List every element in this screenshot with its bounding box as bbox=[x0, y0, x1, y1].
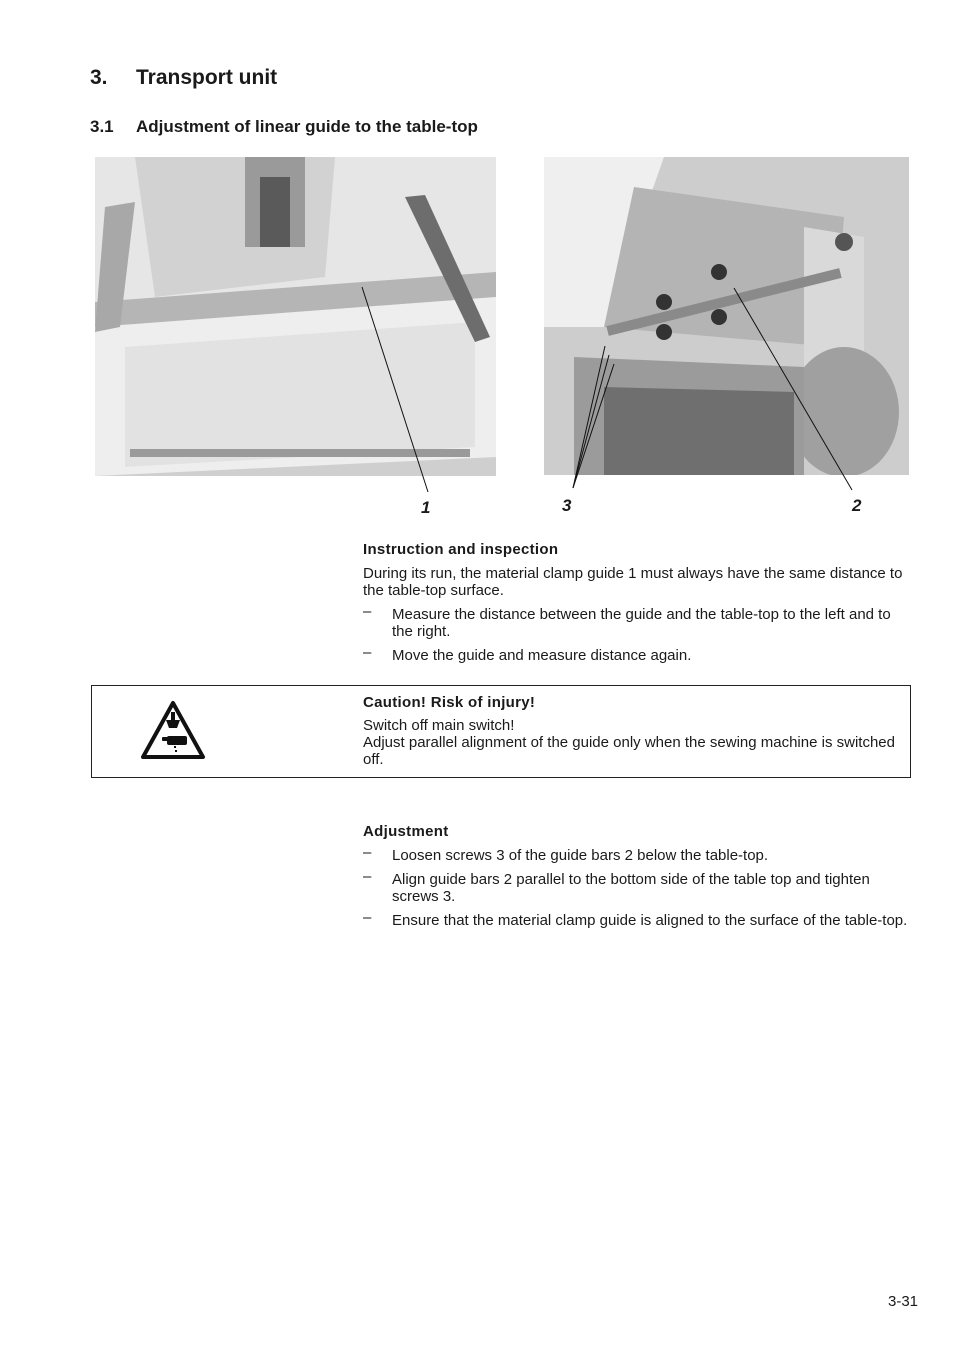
inspection-title: Instruction and inspection bbox=[363, 541, 559, 558]
caution-line-2: Adjust parallel alignment of the guide only when the sewing machine is switched off. bbox=[363, 734, 895, 768]
inspection-section bbox=[363, 541, 913, 664]
section-number: 3.1 bbox=[90, 117, 114, 136]
inspection-bullet-1: Measure the distance between the guide and the table-top to the left and to the right. bbox=[392, 606, 891, 640]
list-item bbox=[363, 644, 913, 664]
callout-3: 3 bbox=[562, 496, 572, 515]
caution-line-1: Switch off main switch! bbox=[363, 717, 515, 734]
list-item bbox=[363, 909, 913, 929]
caution-title: Caution! Risk of injury! bbox=[363, 694, 536, 711]
inspection-bullet-2: Move the guide and measure distance again. bbox=[392, 647, 692, 664]
adjustment-title: Adjustment bbox=[363, 823, 449, 840]
bullet-dash: – bbox=[363, 844, 372, 861]
list-item bbox=[363, 868, 913, 905]
adjustment-bullet-2: Align guide bars 2 parallel to the bottom side of the table top and tighten screws 3. bbox=[392, 871, 870, 905]
adjustment-bullet-3: Ensure that the material clamp guide is aligned to the surface of the table-top. bbox=[392, 912, 908, 929]
list-item bbox=[363, 844, 913, 864]
bullet-dash: – bbox=[363, 868, 372, 885]
callout-leader-lines bbox=[0, 0, 954, 520]
section-title: Adjustment of linear guide to the table-top bbox=[136, 117, 478, 136]
callout-2: 2 bbox=[852, 496, 862, 515]
bullet-dash: – bbox=[363, 603, 372, 620]
inspection-text: During its run, the material clamp guide 1 must always have the same distance to the table-top surface. bbox=[363, 565, 903, 599]
bullet-dash: – bbox=[363, 909, 372, 926]
adjustment-section bbox=[363, 823, 913, 929]
warning-hand-crush-icon bbox=[140, 700, 206, 760]
page-number: 3-31 bbox=[888, 1293, 919, 1310]
chapter-number: 3. bbox=[90, 66, 108, 89]
bullet-dash: – bbox=[363, 644, 372, 661]
adjustment-bullet-1: Loosen screws 3 of the guide bars 2 below the table-top. bbox=[392, 847, 769, 864]
list-item bbox=[363, 603, 913, 640]
callout-1: 1 bbox=[421, 498, 431, 517]
chapter-title: Transport unit bbox=[136, 66, 278, 89]
caution-text bbox=[363, 694, 913, 768]
